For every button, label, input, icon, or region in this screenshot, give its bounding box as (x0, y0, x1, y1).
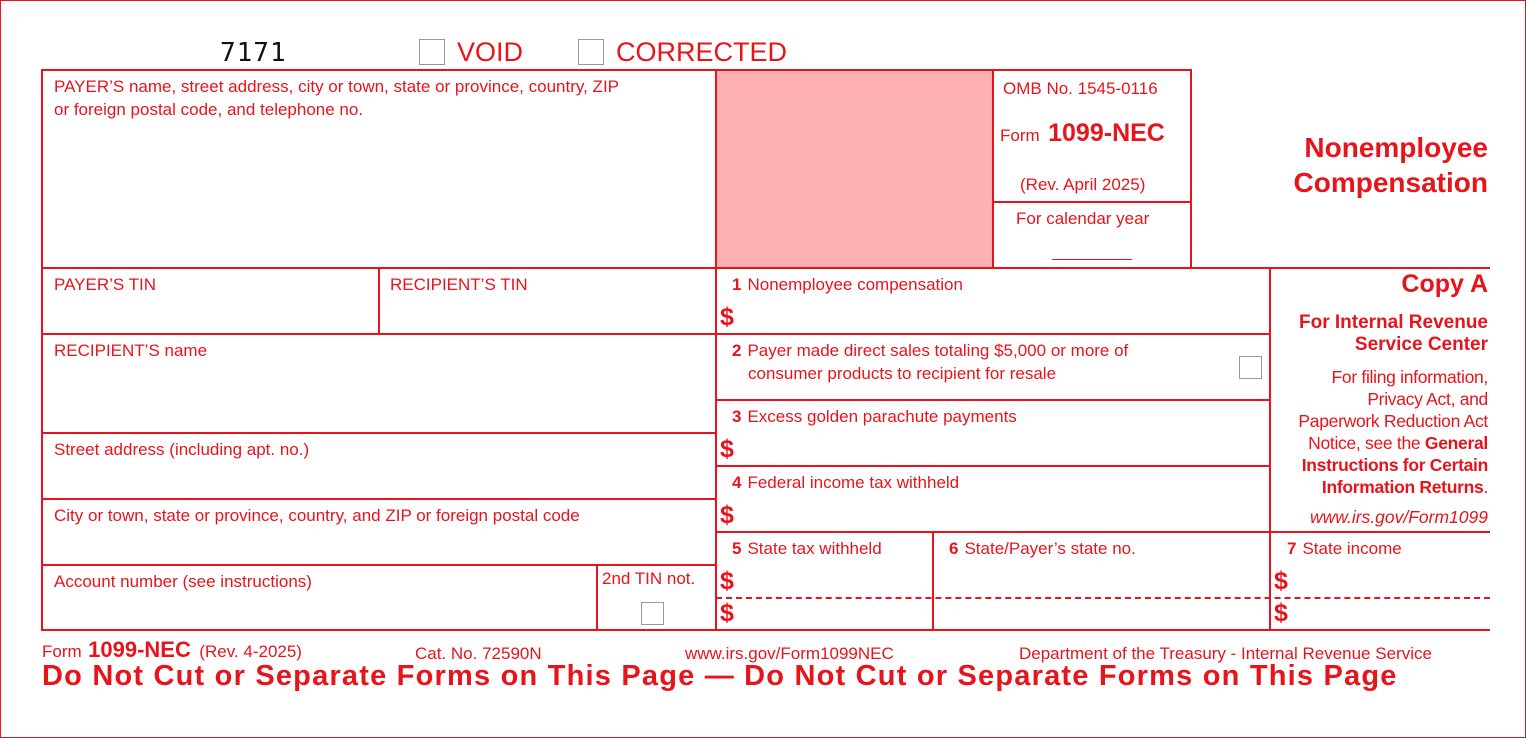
copy-a-info3: Paperwork Reduction Act (1298, 411, 1488, 431)
copy-a-info2: Privacy Act, and (1367, 389, 1488, 409)
copy-a-info4-plain: Notice, see the (1308, 433, 1425, 453)
void-checkbox[interactable] (419, 39, 445, 65)
box7-field-1[interactable] (1294, 566, 1488, 596)
payer-tin-field[interactable] (44, 296, 376, 332)
line-account-top (41, 564, 716, 566)
box5-text: State tax withheld (747, 539, 882, 558)
form-title (1200, 130, 1488, 200)
line-mid (715, 69, 717, 631)
omb-number: OMB No. 1545-0116 (1003, 79, 1158, 98)
city-label: City or town, state or province, country, and ZIP or foreign postal code (54, 506, 580, 525)
corrected-checkbox[interactable] (578, 39, 604, 65)
box1-dollar: $ (720, 303, 734, 331)
box5-number: 5 (732, 539, 742, 558)
city-field[interactable] (44, 527, 714, 563)
box2-checkbox[interactable] (1239, 356, 1262, 379)
copy-a-info4-bold: General (1424, 433, 1488, 453)
box2-text1: Payer made direct sales totaling $5,000 or more of (747, 341, 1129, 360)
box5-field-2[interactable] (742, 600, 930, 628)
copy-a-info6-bold: Information Returns (1321, 477, 1484, 497)
box5-dollar-1: $ (720, 567, 734, 595)
copy-a-for-line2: Service Center (1354, 334, 1488, 355)
box5-label (732, 537, 882, 560)
form-title-header (1000, 119, 1165, 148)
line-box5-top (716, 531, 1490, 533)
footer-rev: (Rev. 4-2025) (199, 642, 302, 661)
box4-number: 4 (732, 473, 742, 492)
copy-a-info6-period: . (1483, 477, 1488, 497)
box6-field-1[interactable] (936, 566, 1267, 596)
line-omb-left (992, 69, 994, 269)
line-box2-top (716, 399, 1270, 401)
box7-dollar-2: $ (1274, 599, 1288, 627)
line-account-split (596, 564, 598, 631)
line-omb-right (1190, 69, 1192, 269)
line-street-top (41, 432, 716, 434)
recipient-name-field[interactable] (44, 362, 714, 431)
box4-text: Federal income tax withheld (747, 473, 960, 492)
copy-a-title: Copy A (1401, 270, 1488, 298)
box1-number: 1 (732, 275, 742, 294)
rev-date: (Rev. April 2025) (1020, 175, 1146, 194)
line-box4-top (716, 465, 1270, 467)
payer-label-line2: or foreign postal code, and telephone no. (54, 100, 364, 119)
box3-text: Excess golden parachute payments (747, 407, 1017, 426)
copy-a-info (1270, 366, 1488, 498)
line-state-dashed (716, 597, 1490, 599)
copy-a-info6 (1270, 476, 1488, 498)
line-top (41, 69, 1192, 71)
box4-label (732, 471, 959, 494)
box1-field[interactable] (742, 300, 1267, 332)
box6-label (949, 537, 1136, 560)
street-address-field[interactable] (44, 461, 714, 497)
footer-form-word: Form (42, 642, 82, 661)
title-line1: Nonemployee (1304, 132, 1488, 163)
box6-number: 6 (949, 539, 959, 558)
box2-label-line2: consumer products to recipient for resale (748, 364, 1057, 383)
box6-text: State/Payer’s state no. (964, 539, 1136, 558)
copy-a-for-line1: For Internal Revenue (1299, 312, 1488, 333)
box2-label-line1 (732, 339, 1128, 362)
box7-dollar-1: $ (1274, 567, 1288, 595)
box5-field-1[interactable] (742, 566, 930, 596)
footer-url[interactable]: www.irs.gov/Form1099NEC (685, 644, 894, 663)
box5-dollar-2: $ (720, 599, 734, 627)
copy-a-info4 (1270, 432, 1488, 454)
corrected-label: CORRECTED (616, 37, 788, 67)
copy-a-for (1272, 312, 1488, 356)
line-row3-left (41, 333, 1270, 335)
account-number-label: Account number (see instructions) (54, 572, 312, 591)
box3-number: 3 (732, 407, 742, 426)
box4-dollar: $ (720, 501, 734, 529)
form-code: 7171 (220, 38, 287, 68)
form-word: Form (1000, 126, 1040, 145)
copy-a-url[interactable]: www.irs.gov/Form1099 (1310, 507, 1488, 527)
account-number-field[interactable] (44, 593, 594, 628)
payer-tin-label: PAYER’S TIN (54, 275, 157, 294)
line-left (41, 69, 43, 631)
recipient-name-label: RECIPIENT’S name (54, 341, 208, 360)
shaded-area (716, 70, 993, 268)
box7-field-2[interactable] (1294, 600, 1488, 628)
recipient-tin-label: RECIPIENT’S TIN (390, 275, 528, 294)
box7-number: 7 (1287, 539, 1297, 558)
footer-dept: Department of the Treasury - Internal Revenue Service (1019, 644, 1432, 663)
title-line2: Compensation (1293, 167, 1488, 198)
copy-a-info5: Instructions for Certain (1301, 455, 1488, 475)
line-city-top (41, 498, 716, 500)
footer-form-number: 1099-NEC (88, 637, 191, 662)
line-row2 (41, 267, 1490, 269)
box7-label (1287, 537, 1402, 560)
do-not-cut-banner: Do Not Cut or Separate Forms on This Page — Do Not Cut or Separate Forms on This Page (42, 660, 1398, 692)
box4-field[interactable] (742, 498, 1267, 530)
box1-label (732, 273, 963, 296)
box3-field[interactable] (742, 432, 1267, 464)
payer-label-line1: PAYER’S name, street address, city or town, state or province, country, ZIP (54, 77, 620, 96)
second-tin-checkbox[interactable] (641, 602, 664, 625)
street-address-label: Street address (including apt. no.) (54, 440, 310, 459)
second-tin-label: 2nd TIN not. (602, 569, 696, 588)
copy-a-info1: For filing information, (1331, 367, 1488, 387)
line-tin-split (378, 267, 380, 335)
box2-number: 2 (732, 341, 742, 360)
box1-text: Nonemployee compensation (747, 275, 963, 294)
footer-cat: Cat. No. 72590N (415, 644, 542, 663)
payer-field[interactable] (44, 122, 714, 266)
line-omb-split (993, 201, 1192, 203)
void-label: VOID (457, 37, 524, 67)
box3-dollar: $ (720, 435, 734, 463)
line-bottom (41, 629, 1490, 631)
box6-field-2[interactable] (936, 600, 1267, 628)
box7-text: State income (1302, 539, 1402, 558)
box3-label (732, 405, 1017, 428)
form-number: 1099-NEC (1048, 119, 1165, 147)
recipient-tin-field[interactable] (381, 296, 713, 332)
calendar-year-field[interactable] (1052, 259, 1132, 260)
calendar-year-label: For calendar year (1016, 209, 1150, 228)
line-box5-6 (932, 531, 934, 631)
